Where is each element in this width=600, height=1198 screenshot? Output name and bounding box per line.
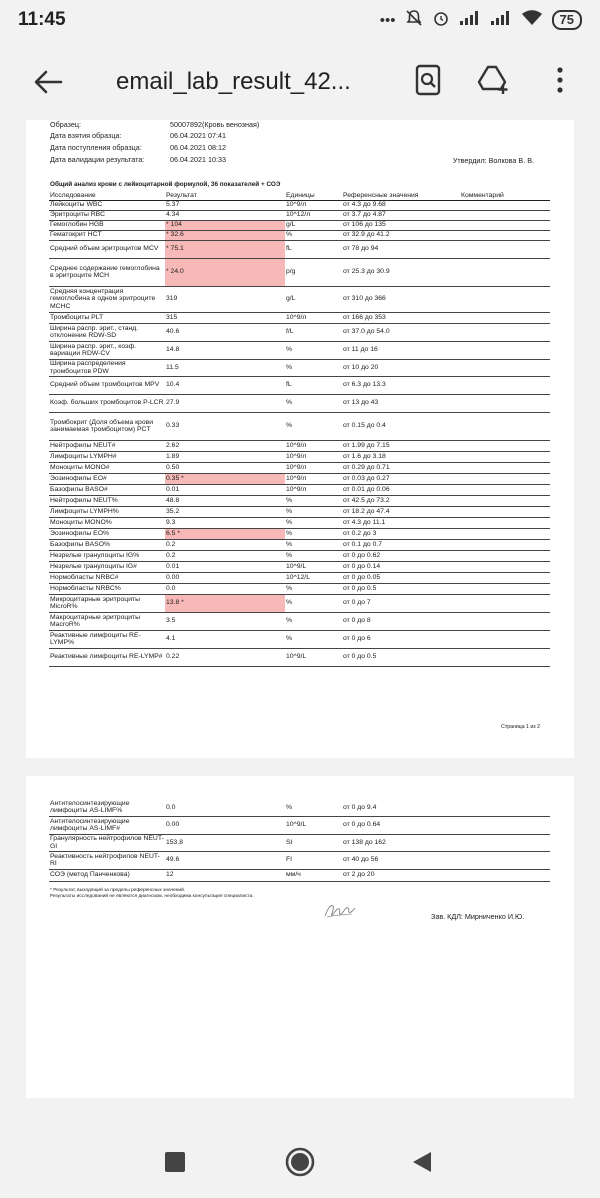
- signal-icon: [459, 10, 481, 30]
- table-row: [49, 550, 550, 561]
- comment-cell: [460, 550, 550, 561]
- reference-cell: от 40 до 56: [342, 851, 460, 869]
- reference-cell: от 0 до 0.05: [342, 572, 460, 583]
- comment-cell: [460, 495, 550, 506]
- reference-cell: от 0 до 0.5: [342, 648, 460, 666]
- test-name-cell: Антителосинтезирующие лимфоциты AS-LIMF%: [49, 799, 165, 816]
- result-cell: 2.62: [165, 440, 285, 451]
- unit-cell: %: [285, 394, 342, 412]
- unit-cell: f/L: [285, 323, 342, 341]
- document-page-1: [26, 120, 574, 758]
- comment-cell: [460, 583, 550, 594]
- table-header-row: [49, 191, 550, 200]
- reference-cell: от 6.3 до 13.3: [342, 376, 460, 394]
- table-row: [49, 561, 550, 572]
- test-name-cell: Незрелые гранулоциты IG%: [49, 550, 165, 561]
- table-row: [49, 851, 550, 869]
- unit-cell: g/L: [285, 286, 342, 312]
- reference-cell: от 10 до 20: [342, 359, 460, 376]
- signer-name: Зав. КДЛ: Мирниченко И.Ю.: [431, 912, 525, 921]
- results-table-continued: [49, 799, 550, 882]
- reference-cell: от 0 до 7: [342, 594, 460, 612]
- comment-cell: [460, 462, 550, 473]
- comment-cell: [460, 612, 550, 630]
- comment-cell: [460, 834, 550, 851]
- results-table-body: [49, 799, 550, 881]
- comment-cell: [460, 816, 550, 834]
- table-row: [49, 451, 550, 462]
- more-options-button[interactable]: [538, 58, 582, 102]
- meta-label: Дата валидации результата:: [50, 155, 145, 164]
- comment-cell: [460, 200, 550, 210]
- test-name-cell: Лейкоциты WBC: [49, 200, 165, 210]
- test-name-cell: Моноциты MONO#: [49, 462, 165, 473]
- unit-cell: %: [285, 799, 342, 816]
- reference-cell: от 2 до 20: [342, 869, 460, 881]
- unit-cell: %: [285, 359, 342, 376]
- result-cell: 0.01: [165, 484, 285, 495]
- status-icons: [380, 9, 582, 31]
- comment-cell: [460, 484, 550, 495]
- comment-cell: [460, 394, 550, 412]
- result-cell: 153.8: [165, 834, 285, 851]
- drive-add-icon: [477, 65, 511, 95]
- unit-cell: 10^9/л: [285, 473, 342, 484]
- reference-cell: от 0 до 0.62: [342, 550, 460, 561]
- more-notifications-icon: •••: [379, 11, 396, 29]
- unit-cell: %: [285, 612, 342, 630]
- table-row: [49, 484, 550, 495]
- footnote: Результаты исследований не являются диагнозом, необходима консультация специалиста.: [50, 893, 254, 899]
- test-name-cell: Нормобласты NRBC#: [49, 572, 165, 583]
- result-cell: 315: [165, 312, 285, 323]
- footnote: * Результат, выходящий за пределы референсных значений.: [50, 888, 186, 893]
- unit-cell: 10^9/L: [285, 816, 342, 834]
- result-cell: * 32.6: [165, 230, 285, 240]
- comment-cell: [460, 528, 550, 539]
- result-cell: 0.22: [165, 648, 285, 666]
- comment-cell: [460, 323, 550, 341]
- result-cell: 0.00: [165, 572, 285, 583]
- status-time: 11:45: [18, 9, 66, 30]
- result-cell: 12: [165, 869, 285, 881]
- test-name-cell: Антителосинтезирующие лимфоциты AS-LIMF#: [49, 816, 165, 834]
- result-cell: 0.01: [165, 561, 285, 572]
- reference-cell: от 0 до 8: [342, 612, 460, 630]
- reference-cell: от 0 до 9.4: [342, 799, 460, 816]
- comment-cell: [460, 506, 550, 517]
- test-name-cell: Нейтрофилы NEUT#: [49, 440, 165, 451]
- app-bar: [0, 40, 600, 124]
- comment-cell: [460, 341, 550, 359]
- test-name-cell: СОЭ (метод Панченкова): [49, 869, 165, 881]
- unit-cell: %: [285, 506, 342, 517]
- result-cell: 4.34: [165, 210, 285, 220]
- comment-cell: [460, 799, 550, 816]
- table-row: [49, 394, 550, 412]
- table-row: [49, 612, 550, 630]
- results-table: [49, 191, 550, 667]
- navigation-bar: [0, 1120, 600, 1198]
- unit-cell: %: [285, 539, 342, 550]
- reference-cell: от 0 до 0.5: [342, 583, 460, 594]
- header-reference: Референсные значения: [342, 191, 460, 200]
- unit-cell: 10^12/L: [285, 572, 342, 583]
- result-cell: 40.6: [165, 323, 285, 341]
- test-name-cell: Микроцитарные эритроциты MicroR%: [49, 594, 165, 612]
- unit-cell: 10^9/л: [285, 312, 342, 323]
- result-cell: 0.35 *: [165, 473, 285, 484]
- document-title: email_lab_result_42...: [116, 68, 351, 95]
- test-name-cell: Реактивные лимфоциты RE-LYMP%: [49, 630, 165, 648]
- test-name-cell: Ширина распределения тромбоцитов PDW: [49, 359, 165, 376]
- test-name-cell: Моноциты MONO%: [49, 517, 165, 528]
- unit-cell: 10^9/л: [285, 451, 342, 462]
- footnotes: [50, 888, 254, 899]
- table-row: [49, 539, 550, 550]
- result-cell: 3.5: [165, 612, 285, 630]
- header-result: Результат: [165, 191, 285, 200]
- table-row: [49, 495, 550, 506]
- signal-icon-2: [490, 10, 512, 30]
- approved-by: Утвердил: Волкова В. В.: [452, 156, 534, 165]
- test-name-cell: Тромбокрит (Доля объема крови занимаемая тромбоцитом) PCT: [49, 412, 165, 440]
- reference-cell: от 25.3 до 30.9: [342, 258, 460, 286]
- comment-cell: [460, 440, 550, 451]
- reference-cell: от 0 до 0.64: [342, 816, 460, 834]
- table-row: [49, 594, 550, 612]
- header-units: Единицы: [285, 191, 342, 200]
- test-name-cell: Эозинофилы EO%: [49, 528, 165, 539]
- table-row: [49, 583, 550, 594]
- result-cell: 0.0: [165, 583, 285, 594]
- result-cell: 319: [165, 286, 285, 312]
- test-name-cell: Ширина распр. эрит., коэф. вариации RDW-CV: [49, 341, 165, 359]
- unit-cell: 10^12/л: [285, 210, 342, 220]
- back-button[interactable]: [26, 60, 70, 104]
- result-cell: 0.00: [165, 816, 285, 834]
- unit-cell: %: [285, 230, 342, 240]
- table-row: [49, 834, 550, 851]
- status-bar: [0, 0, 600, 40]
- test-name-cell: Средняя концентрация гемоглобина в одном эритроците MCHC: [49, 286, 165, 312]
- result-cell: 4.1: [165, 630, 285, 648]
- result-cell: 13.8 *: [165, 594, 285, 612]
- comment-cell: [460, 210, 550, 220]
- comment-cell: [460, 412, 550, 440]
- comment-cell: [460, 572, 550, 583]
- comment-cell: [460, 451, 550, 462]
- back-nav-button[interactable]: [404, 1144, 440, 1180]
- test-name-cell: Средний объем тромбоцитов MPV: [49, 376, 165, 394]
- table-row: [49, 412, 550, 440]
- unit-cell: %: [285, 583, 342, 594]
- search-document-icon: [414, 64, 442, 96]
- test-name-cell: Среднее содержание гемоглобина в эритроците MCH: [49, 258, 165, 286]
- unit-cell: %: [285, 528, 342, 539]
- test-name-cell: Базофилы BASO%: [49, 539, 165, 550]
- comment-cell: [460, 561, 550, 572]
- triangle-back-icon: [410, 1150, 434, 1174]
- home-circle-icon: [284, 1146, 316, 1178]
- table-row: [49, 506, 550, 517]
- header-comment: Комментарий: [460, 191, 550, 200]
- test-name-cell: Гематокрит HCT: [49, 230, 165, 240]
- unit-cell: 10^9/л: [285, 440, 342, 451]
- reference-cell: от 1.99 до 7.15: [342, 440, 460, 451]
- table-row: [49, 816, 550, 834]
- table-row: [49, 462, 550, 473]
- comment-cell: [460, 359, 550, 376]
- reference-cell: от 18.2 до 47.4: [342, 506, 460, 517]
- wifi-icon: [521, 9, 543, 31]
- result-cell: 27.9: [165, 394, 285, 412]
- table-row: [49, 258, 550, 286]
- table-row: [49, 517, 550, 528]
- result-cell: 48.8: [165, 495, 285, 506]
- test-name-cell: Средний объем эритроцитов MCV: [49, 240, 165, 258]
- comment-cell: [460, 851, 550, 869]
- mute-icon: [405, 9, 423, 31]
- table-row: [49, 440, 550, 451]
- reference-cell: от 13 до 43: [342, 394, 460, 412]
- reference-cell: от 37.0 до 54.0: [342, 323, 460, 341]
- reference-cell: от 166 до 353: [342, 312, 460, 323]
- table-row: [49, 630, 550, 648]
- comment-cell: [460, 517, 550, 528]
- test-name-cell: Эритроциты RBC: [49, 210, 165, 220]
- comment-cell: [460, 240, 550, 258]
- reference-cell: от 310 до 366: [342, 286, 460, 312]
- result-cell: * 24.0: [165, 258, 285, 286]
- result-cell: 14.8: [165, 341, 285, 359]
- reference-cell: от 0.03 до 0.27: [342, 473, 460, 484]
- comment-cell: [460, 376, 550, 394]
- result-cell: 0.33: [165, 412, 285, 440]
- reference-cell: от 0.29 до 0.71: [342, 462, 460, 473]
- unit-cell: %: [285, 495, 342, 506]
- meta-value: 06.04.2021 07:41: [170, 131, 226, 140]
- result-cell: 35.2: [165, 506, 285, 517]
- comment-cell: [460, 220, 550, 230]
- test-name-cell: Нормобласты NRBC%: [49, 583, 165, 594]
- test-name-cell: Незрелые гранулоциты IG#: [49, 561, 165, 572]
- unit-cell: g/L: [285, 220, 342, 230]
- meta-value: 50007892(Кровь венозная): [170, 120, 260, 129]
- reference-cell: от 106 до 135: [342, 220, 460, 230]
- result-cell: 1.89: [165, 451, 285, 462]
- test-name-cell: Реактивность нейтрофилов NEUT-RI: [49, 851, 165, 869]
- meta-value: 06.04.2021 08:12: [170, 143, 226, 152]
- unit-cell: %: [285, 341, 342, 359]
- recents-button[interactable]: [157, 1144, 193, 1180]
- result-cell: 0.0: [165, 799, 285, 816]
- table-row: [49, 230, 550, 240]
- unit-cell: %: [285, 517, 342, 528]
- comment-cell: [460, 286, 550, 312]
- test-name-cell: Лимфоциты LYMPH#: [49, 451, 165, 462]
- reference-cell: от 1.6 до 3.18: [342, 451, 460, 462]
- comment-cell: [460, 648, 550, 666]
- table-row: [49, 240, 550, 258]
- unit-cell: fL: [285, 240, 342, 258]
- table-row: [49, 323, 550, 341]
- result-cell: 0.50: [165, 462, 285, 473]
- comment-cell: [460, 594, 550, 612]
- result-cell: 6.5 *: [165, 528, 285, 539]
- reference-cell: от 0.15 до 0.4: [342, 412, 460, 440]
- unit-cell: p/g: [285, 258, 342, 286]
- results-table-body: [49, 200, 550, 666]
- result-cell: 0.2: [165, 539, 285, 550]
- header-test: Исследование: [49, 191, 165, 200]
- result-cell: * 104: [165, 220, 285, 230]
- test-name-cell: Гранулярность нейтрофилов NEUT-GI: [50, 835, 164, 850]
- test-name-cell: Гемоглобин HGB: [49, 220, 165, 230]
- table-row: [49, 286, 550, 312]
- unit-cell: мм/ч: [285, 869, 342, 881]
- add-to-drive-button[interactable]: [472, 58, 516, 102]
- reference-cell: от 32.9 до 41.2: [342, 230, 460, 240]
- document-page-2: [26, 776, 574, 1098]
- meta-label: Образец:: [50, 120, 81, 129]
- unit-cell: FI: [285, 851, 342, 869]
- unit-cell: 10^9/л: [285, 484, 342, 495]
- unit-cell: %: [285, 594, 342, 612]
- test-name-cell: Реактивные лимфоциты RE-LYMP#: [49, 648, 165, 666]
- result-cell: 11.5: [165, 359, 285, 376]
- table-row: [49, 648, 550, 666]
- unit-cell: %: [285, 630, 342, 648]
- meta-label: Дата поступления образца:: [50, 143, 142, 152]
- battery-indicator: 75: [552, 10, 582, 30]
- reference-cell: от 78 до 94: [342, 240, 460, 258]
- test-name-cell: Лимфоциты LYMPH%: [49, 506, 165, 517]
- table-row: [49, 220, 550, 230]
- home-button[interactable]: [282, 1144, 318, 1180]
- comment-cell: [460, 630, 550, 648]
- comment-cell: [460, 869, 550, 881]
- unit-cell: %: [285, 550, 342, 561]
- reference-cell: от 0.01 до 0.06: [342, 484, 460, 495]
- unit-cell: 10^9/л: [285, 200, 342, 210]
- reference-cell: от 42.5 до 73.2: [342, 495, 460, 506]
- unit-cell: 10^9/л: [285, 462, 342, 473]
- test-name-cell: Базофилы BASO#: [49, 484, 165, 495]
- test-name-cell: Нейтрофилы NEUT%: [49, 495, 165, 506]
- reference-cell: от 0.1 до 0.7: [342, 539, 460, 550]
- test-name-cell: Ширина распр. эрит., станд. отклонение RDW-SD: [49, 323, 165, 341]
- reference-cell: от 0.2 до 3: [342, 528, 460, 539]
- meta-value: 06.04.2021 10:33: [170, 155, 226, 164]
- table-row: [49, 376, 550, 394]
- table-row: [49, 359, 550, 376]
- result-cell: 5.37: [165, 200, 285, 210]
- table-row: [49, 572, 550, 583]
- section-title: Общий анализ крови с лейкоцитарной формулой, 36 показателей + СОЭ: [50, 181, 281, 188]
- reference-cell: от 11 до 16: [342, 341, 460, 359]
- result-cell: 9.3: [165, 517, 285, 528]
- unit-cell: SI: [285, 834, 342, 851]
- table-row: [49, 528, 550, 539]
- square-icon: [164, 1151, 186, 1173]
- table-row: [49, 210, 550, 220]
- signature-image: [322, 900, 356, 925]
- reference-cell: от 138 до 162: [342, 834, 460, 851]
- result-cell: 0.2: [165, 550, 285, 561]
- test-name-cell: Тромбоциты PLT: [49, 312, 165, 323]
- comment-cell: [460, 312, 550, 323]
- search-document-button[interactable]: [406, 58, 450, 102]
- unit-cell: 10^9/L: [285, 648, 342, 666]
- unit-cell: 10^9/L: [285, 561, 342, 572]
- reference-cell: от 0 до 0.14: [342, 561, 460, 572]
- test-name-cell: Коэф. больших тромбоцитов P-LCR: [49, 394, 165, 412]
- comment-cell: [460, 258, 550, 286]
- table-row: [49, 200, 550, 210]
- test-name-cell: Макроцитарные эритроциты MacroR%: [49, 612, 165, 630]
- reference-cell: от 0 до 6: [342, 630, 460, 648]
- table-row: [49, 473, 550, 484]
- unit-cell: %: [285, 412, 342, 440]
- more-vert-icon: [556, 66, 564, 94]
- page-number: Страница 1 из 2: [501, 724, 540, 730]
- comment-cell: [460, 473, 550, 484]
- reference-cell: от 4.3 до 11.1: [342, 517, 460, 528]
- app-actions: [406, 58, 582, 102]
- table-row: [49, 869, 550, 881]
- comment-cell: [460, 539, 550, 550]
- test-name-cell: Эозинофилы EO#: [49, 473, 165, 484]
- table-row: [49, 341, 550, 359]
- result-cell: * 75.1: [165, 240, 285, 258]
- table-row: [49, 312, 550, 323]
- alarm-icon: [432, 9, 450, 31]
- reference-cell: от 4.3 до 9.68: [342, 200, 460, 210]
- arrow-left-icon: [33, 69, 63, 95]
- unit-cell: fL: [285, 376, 342, 394]
- result-cell: 10.4: [165, 376, 285, 394]
- table-row: [49, 799, 550, 816]
- meta-label: Дата взятия образца:: [50, 131, 122, 140]
- comment-cell: [460, 230, 550, 240]
- result-cell: 49.6: [165, 851, 285, 869]
- reference-cell: от 3.7 до 4.87: [342, 210, 460, 220]
